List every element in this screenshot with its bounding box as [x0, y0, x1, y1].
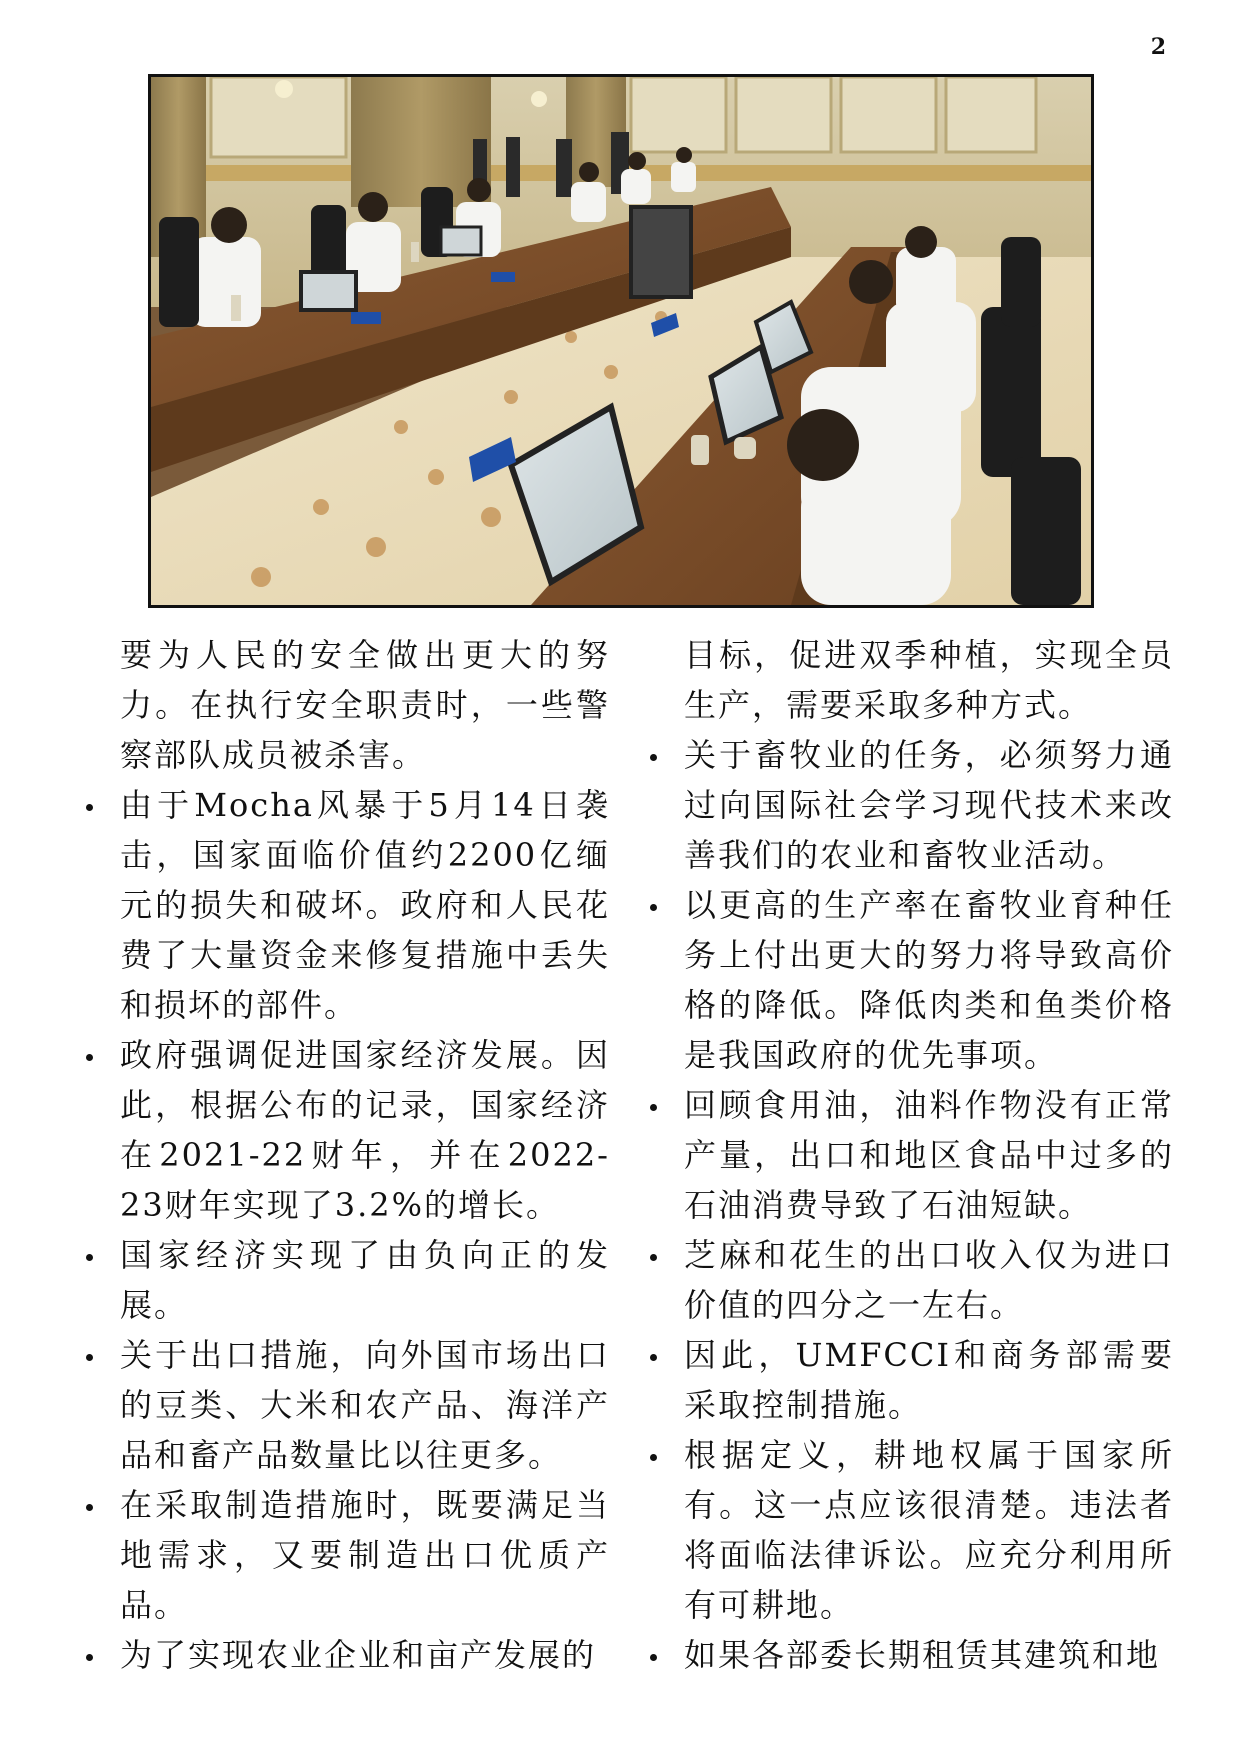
paragraph-text: 目标，促进双季种植，实现全员生产，需要采取多种方式。 — [684, 636, 1174, 724]
list-item-text: 在采取制造措施时，既要满足当地需求，又要制造出口优质产品。 — [120, 1486, 610, 1624]
list-item-text: 因此，UMFCCI和商务部需要采取控制措施。 — [684, 1336, 1174, 1424]
list-item-text: 芝麻和花生的出口收入仅为进口价值的四分之一左右。 — [684, 1236, 1174, 1324]
list-item-text: 由于Mocha风暴于5月14日袭击，国家面临价值约2200亿缅元的损失和破坏。政府和人民花费了大量资金来修复措施中丢失和损坏的部件。 — [120, 786, 610, 1024]
list-item — [636, 1330, 1174, 1430]
list-item-text: 如果各部委长期租赁其建筑和地 — [684, 1636, 1161, 1674]
bullet-icon — [80, 1030, 100, 1080]
bullet-icon — [80, 780, 100, 830]
list-item-text: 国家经济实现了由负向正的发展。 — [120, 1236, 610, 1324]
list-item — [72, 1030, 610, 1230]
meeting-photo — [148, 74, 1094, 608]
bullet-icon — [644, 1630, 664, 1680]
bullet-icon — [80, 1330, 100, 1380]
list-item-text: 关于出口措施，向外国市场出口的豆类、大米和农产品、海洋产品和畜产品数量比以往更多。 — [120, 1336, 610, 1474]
left-column — [72, 630, 612, 1680]
list-item-text: 为了实现农业企业和亩产发展的 — [120, 1636, 597, 1674]
paragraph-continued — [72, 630, 610, 780]
list-item-text: 关于畜牧业的任务，必须努力通过向国际社会学习现代技术来改善我们的农业和畜牧业活动。 — [684, 736, 1174, 874]
list-item-text: 回顾食用油，油料作物没有正常产量，出口和地区食品中过多的石油消费导致了石油短缺。 — [684, 1086, 1174, 1224]
list-item — [72, 780, 610, 1030]
list-item — [636, 880, 1174, 1080]
list-item — [636, 1080, 1174, 1230]
bullet-icon — [80, 1230, 100, 1280]
page-number: 2 — [1150, 34, 1166, 60]
bullet-icon — [644, 730, 664, 780]
list-item — [72, 1230, 610, 1330]
bullet-icon — [80, 1480, 100, 1530]
list-item — [636, 1230, 1174, 1330]
list-item — [636, 1430, 1174, 1630]
right-column — [636, 630, 1176, 1680]
list-item — [636, 1630, 1174, 1680]
paragraph-text: 要为人民的安全做出更大的努力。在执行安全职责时，一些警察部队成员被杀害。 — [120, 636, 610, 774]
list-item — [72, 1630, 610, 1680]
bullet-icon — [80, 1630, 100, 1680]
list-item-text: 政府强调促进国家经济发展。因此，根据公布的记录，国家经济在2021-22财年，并在2022-23财年实现了3.2%的增长。 — [120, 1036, 610, 1224]
paragraph-continued — [636, 630, 1174, 730]
bullet-icon — [644, 1080, 664, 1130]
list-item-text: 以更高的生产率在畜牧业育种任务上付出更大的努力将导致高价格的降低。降低肉类和鱼类价格是我国政府的优先事项。 — [684, 886, 1174, 1074]
bullet-icon — [644, 1230, 664, 1280]
list-item — [636, 730, 1174, 880]
bullet-icon — [644, 880, 664, 930]
bullet-icon — [644, 1430, 664, 1480]
list-item — [72, 1480, 610, 1630]
list-item — [72, 1330, 610, 1480]
bullet-icon — [644, 1330, 664, 1380]
meeting-photo-illustration — [151, 77, 1091, 605]
list-item-text: 根据定义，耕地权属于国家所有。这一点应该很清楚。违法者将面临法律诉讼。应充分利用所有可耕地。 — [684, 1436, 1174, 1624]
